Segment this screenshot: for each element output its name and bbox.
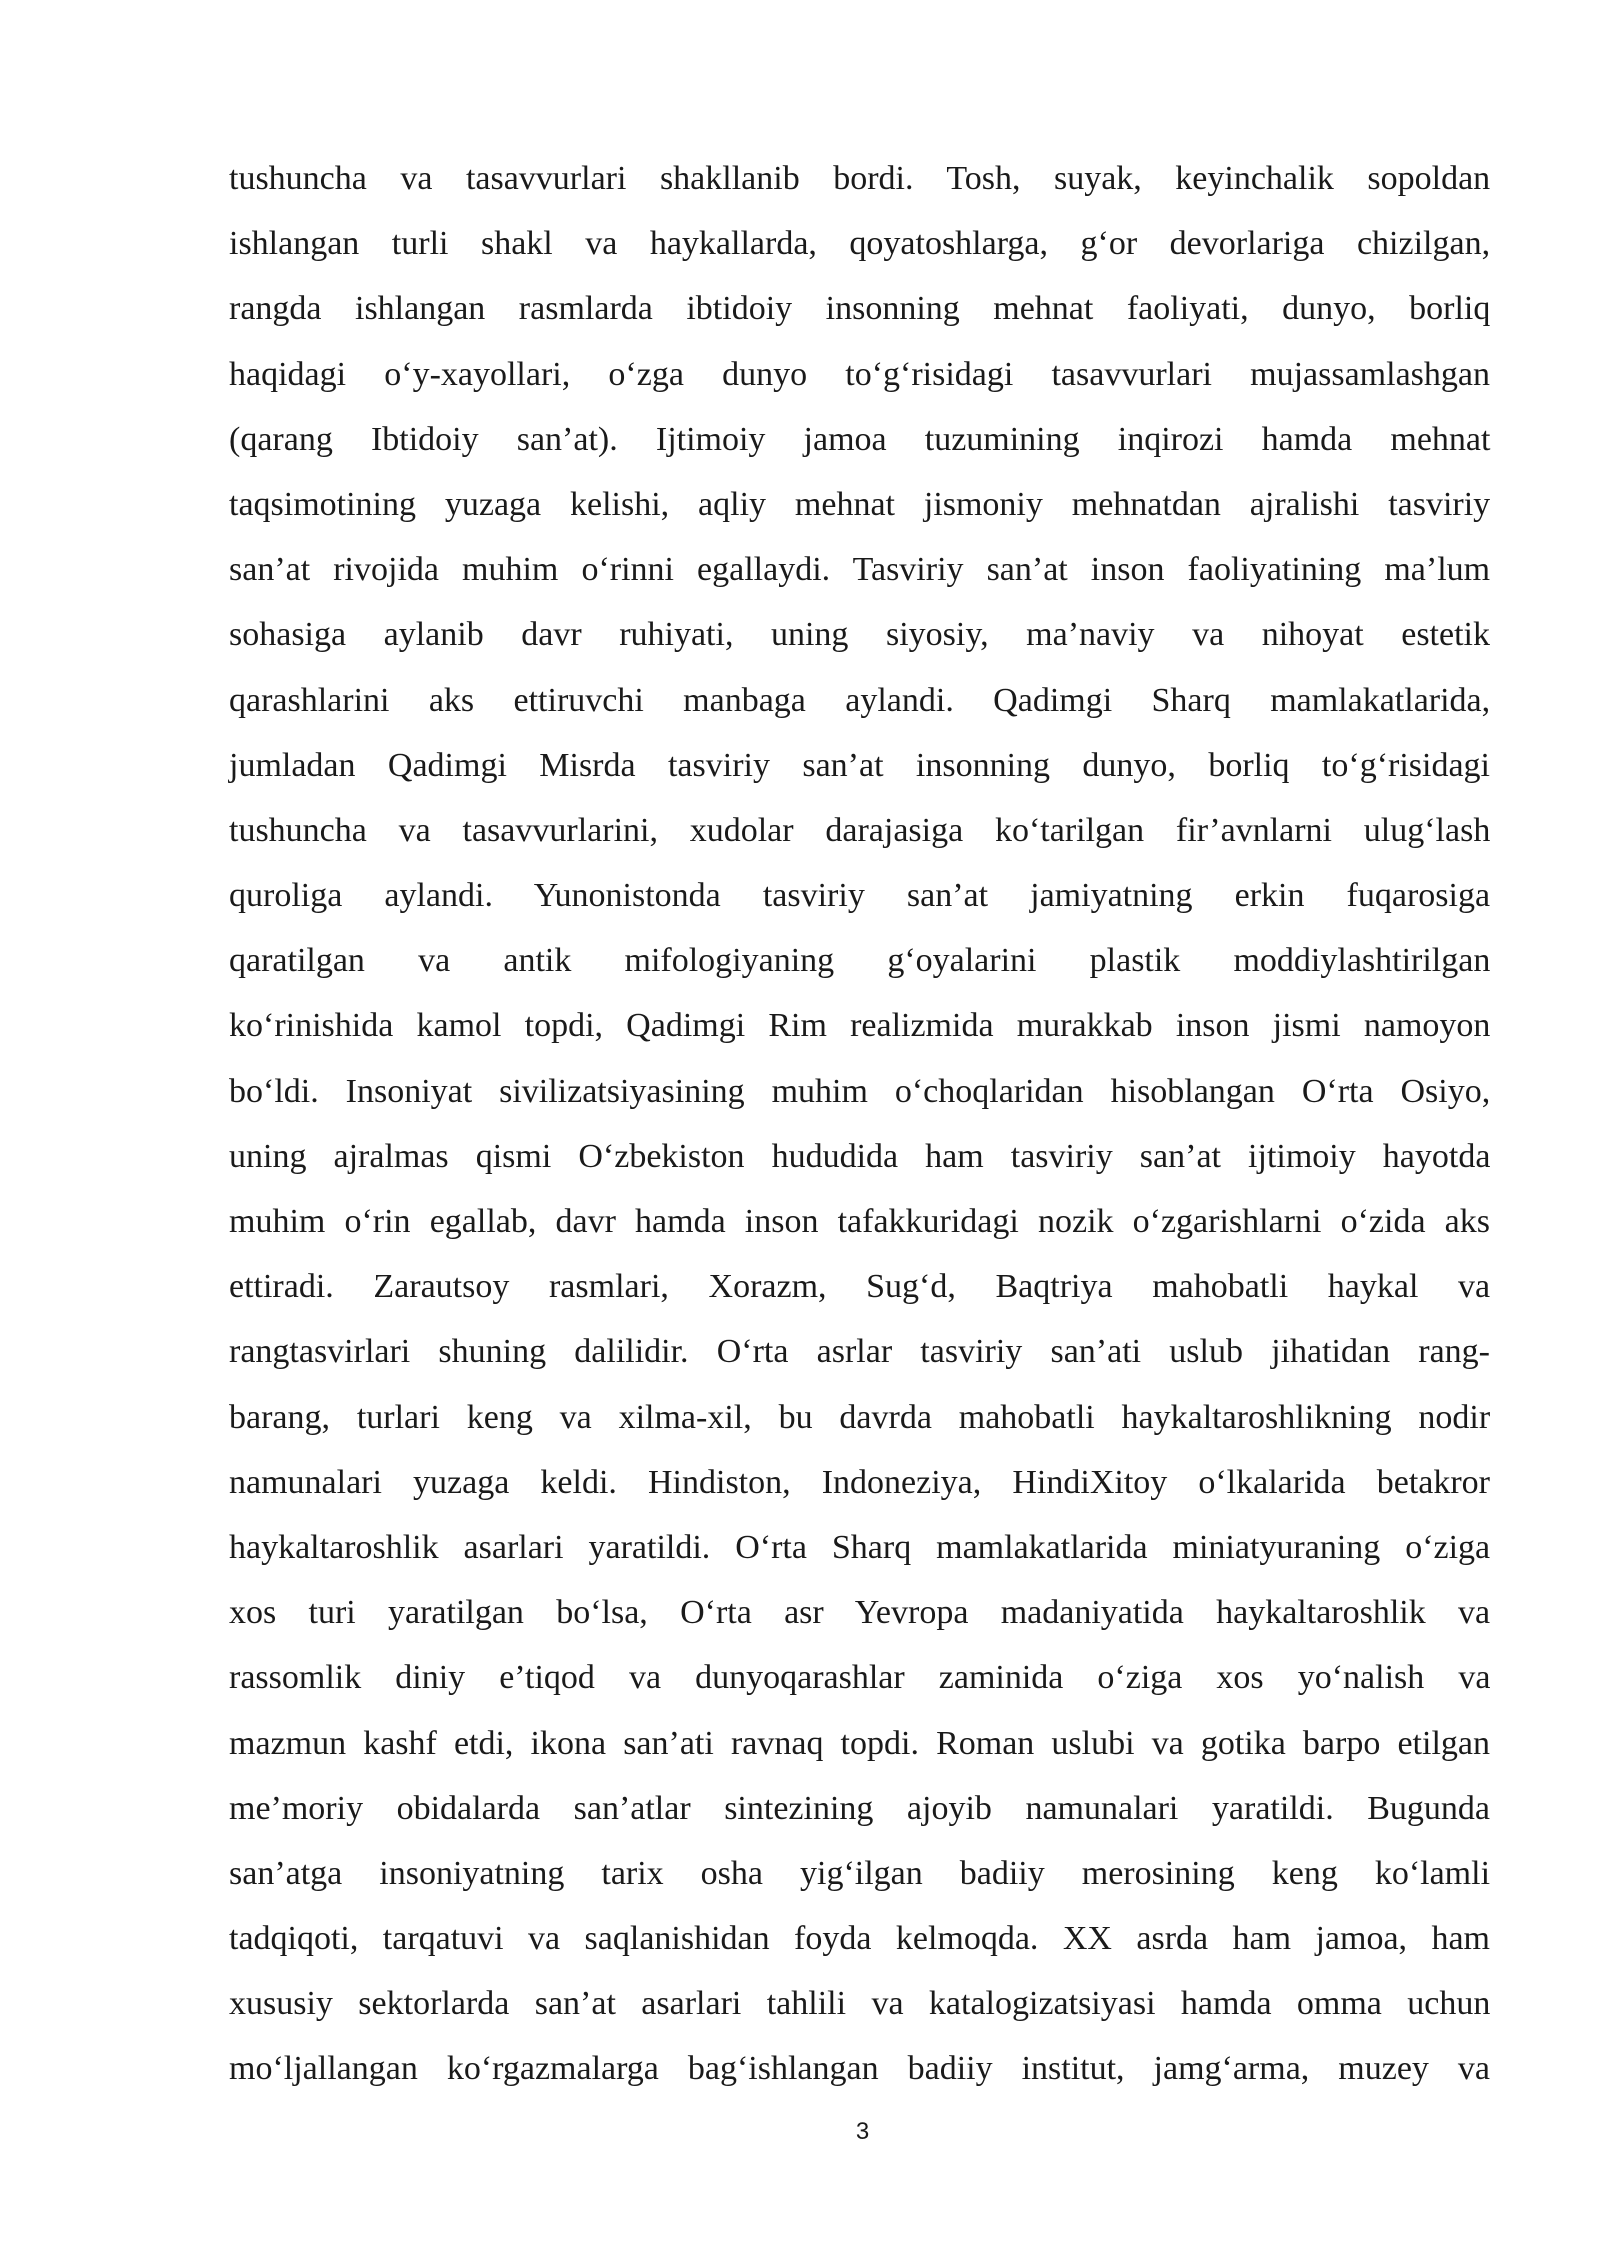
text-line: muhim o‘rin egallab, davr hamda inson tafakkuridagi nozik o‘zgarishlarni o‘zida aks	[229, 1203, 1490, 1240]
text-line: tushuncha va tasavvurlarini, xudolar darajasiga ko‘tarilgan fir’avnlarni ulug‘lash	[229, 811, 1491, 849]
text-line: me’moriy obidalarda san’atlar sintezining ajoyib namunalari yaratildi. Bugunda	[229, 1789, 1490, 1827]
text-line: ko‘rinishida kamol topdi, Qadimgi Rim realizmida murakkab inson jismi namoyon	[229, 1007, 1491, 1045]
text-line: ishlangan turli shakl va haykallarda, qoyatoshlarga, g‘or devorlariga chizilgan,	[229, 225, 1491, 263]
text-line: jumladan Qadimgi Misrda tasviriy san’at insonning dunyo, borliq to‘g‘risidagi	[229, 746, 1490, 784]
text-line: quroliga aylandi. Yunonistonda tasviriy san’at jamiyatning erkin fuqarosiga	[229, 877, 1491, 915]
text-line: haykaltaroshlik asarlari yaratildi. O‘rta Sharq mamlakatlarida miniatyuraning o‘ziga	[229, 1528, 1491, 1566]
text-line: xos turi yaratilgan bo‘lsa, O‘rta asr Yevropa madaniyatida haykaltaroshlik va	[229, 1594, 1491, 1632]
page-number: 3	[855, 2118, 870, 2145]
text-line: haqidagi o‘y-xayollari, o‘zga dunyo to‘g‘risidagi tasavvurlari mujassamlashgan	[229, 355, 1490, 393]
text-line: ettiradi. Zarautsoy rasmlari, Xorazm, Sug‘d, Baqtriya mahobatli haykal va	[229, 1268, 1491, 1306]
text-line: (qarang Ibtidoiy san’at). Ijtimoiy jamoa tuzumining inqirozi hamda mehnat	[229, 420, 1491, 458]
text-line: san’at rivojida muhim o‘rinni egallaydi. Tasviriy san’at inson faoliyatining ma’lum	[229, 551, 1491, 589]
text-line: mo‘ljallangan ko‘rgazmalarga bag‘ishlangan badiiy institut, jamg‘arma, muzey va	[229, 2050, 1490, 2088]
text-line: tushuncha va tasavvurlari shakllanib bordi. Tosh, suyak, keyinchalik sopoldan	[229, 160, 1491, 197]
text-line: barang, turlari keng va xilma-xil, bu davrda mahobatli haykaltaroshlikning nodir	[229, 1398, 1491, 1436]
text-line: qarashlarini aks ettiruvchi manbaga aylandi. Qadimgi Sharq mamlakatlarida,	[229, 681, 1491, 719]
text-line: taqsimotining yuzaga kelishi, aqliy mehnat jismoniy mehnatdan ajralishi tasviriy	[229, 485, 1491, 523]
text-line: tadqiqoti, tarqatuvi va saqlanishidan foyda kelmoqda. XX asrda ham jamoa, ham	[229, 1920, 1490, 1958]
text-line: sohasiga aylanib davr ruhiyati, uning siyosiy, ma’naviy va nihoyat estetik	[229, 616, 1490, 654]
body-paragraph	[229, 146, 1490, 2102]
text-line: bo‘ldi. Insoniyat sivilizatsiyasining muhim o‘choqlaridan hisoblangan O‘rta Osiyo,	[229, 1072, 1491, 1110]
text-line: uning ajralmas qismi O‘zbekiston hududida ham tasviriy san’at ijtimoiy hayotda	[229, 1137, 1491, 1175]
text-line: namunalari yuzaga keldi. Hindiston, Indoneziya, HindiXitoy o‘lkalarida betakror	[229, 1463, 1490, 1501]
text-line: san’atga insoniyatning tarix osha yig‘ilgan badiiy merosining keng ko‘lamli	[229, 1854, 1491, 1892]
text-line: rassomlik diniy e’tiqod va dunyoqarashlar zaminida o‘ziga xos yo‘nalish va	[229, 1659, 1491, 1697]
text-line: rangtasvirlari shuning dalilidir. O‘rta asrlar tasviriy san’ati uslub jihatidan rang-	[229, 1333, 1490, 1371]
text-line: mazmun kashf etdi, ikona san’ati ravnaq topdi. Roman uslubi va gotika barpo etilgan	[229, 1724, 1490, 1762]
text-line: qaratilgan va antik mifologiyaning g‘oyalarini plastik moddiylashtirilgan	[229, 942, 1491, 980]
text-line: rangda ishlangan rasmlarda ibtidoiy insonning mehnat faoliyati, dunyo, borliq	[229, 290, 1491, 328]
text-line: xususiy sektorlarda san’at asarlari tahlili va katalogizatsiyasi hamda omma uchun	[229, 1985, 1491, 2023]
